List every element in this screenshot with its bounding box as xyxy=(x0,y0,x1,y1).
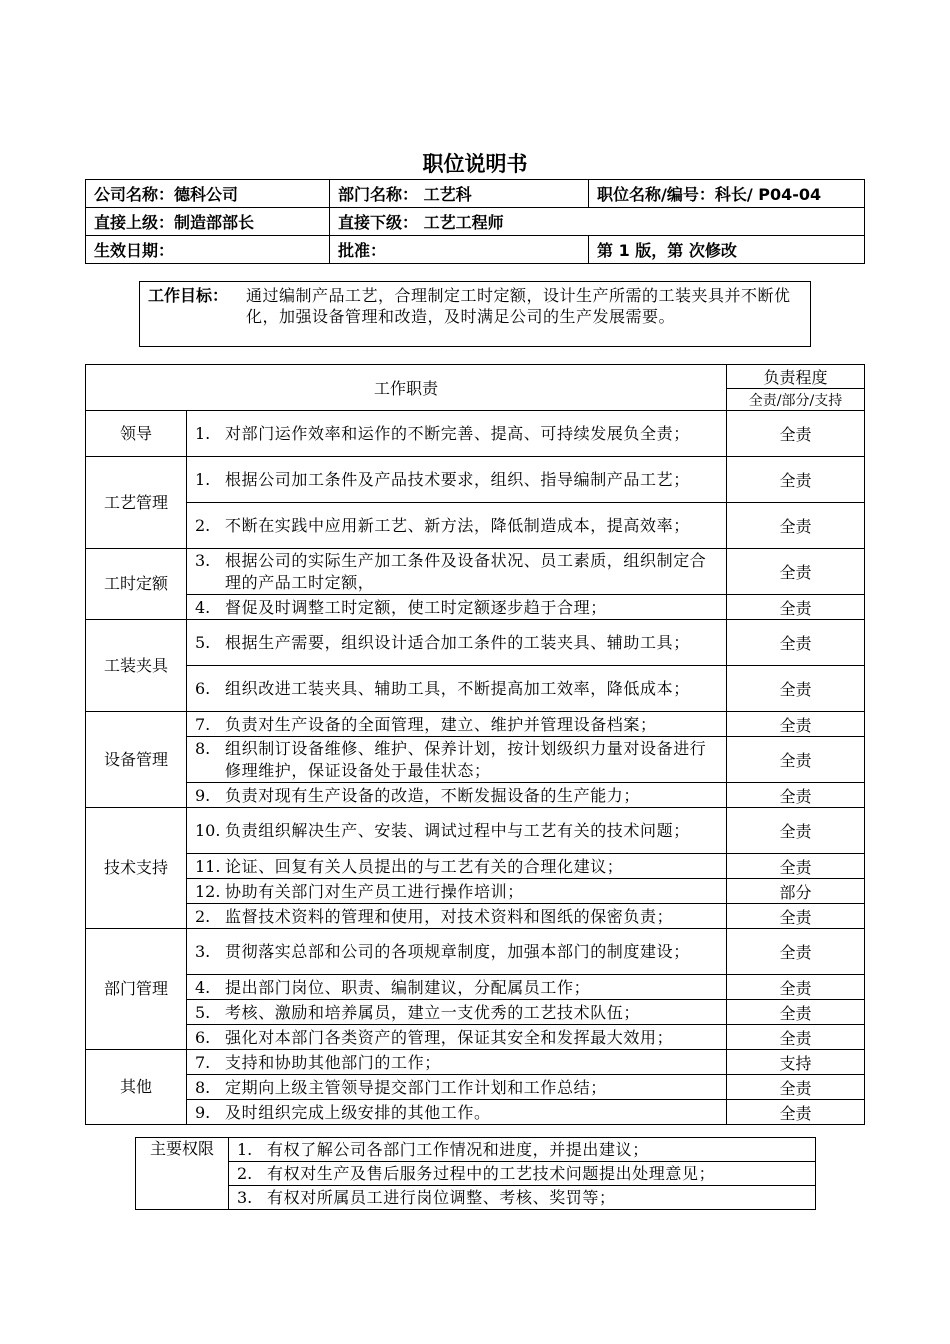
duty-item xyxy=(187,904,727,929)
level-subheader: 全责/部分/支持 xyxy=(727,389,865,411)
direct-subordinate: 直接下级： 工艺工程师 xyxy=(330,208,865,236)
duty-text: 及时组织完成上级安排的其他工作。 xyxy=(225,1103,491,1122)
duty-level: 全责 xyxy=(727,595,865,620)
duty-level: 全责 xyxy=(727,1100,865,1125)
duty-item xyxy=(187,975,727,1000)
duty-level: 全责 xyxy=(727,1025,865,1050)
duty-level: 全责 xyxy=(727,457,865,503)
duty-level: 全责 xyxy=(727,549,865,595)
duty-item xyxy=(187,854,727,879)
rights-label: 主要权限 xyxy=(136,1138,229,1210)
duty-item xyxy=(187,712,727,737)
rights-text: 有权对所属员工进行岗位调整、考核、奖罚等； xyxy=(267,1187,616,1207)
duty-number: 7. xyxy=(195,1053,211,1072)
duty-item xyxy=(187,411,727,457)
duty-number: 3. xyxy=(195,550,211,570)
duty-item xyxy=(187,549,727,595)
duty-number: 10. xyxy=(195,820,221,840)
duty-number: 11. xyxy=(195,857,221,876)
duty-item xyxy=(187,1075,727,1100)
duty-number: 9. xyxy=(195,786,211,805)
duty-item xyxy=(187,879,727,904)
duty-number: 12. xyxy=(195,882,221,901)
duty-text: 负责组织解决生产、安装、调试过程中与工艺有关的技术问题； xyxy=(225,820,690,840)
direct-superior: 直接上级：制造部部长 xyxy=(86,208,330,236)
rights-item xyxy=(229,1186,816,1210)
duty-text: 协助有关部门对生产员工进行操作培训； xyxy=(225,882,524,901)
duty-number: 3. xyxy=(195,941,211,961)
duty-number: 6. xyxy=(195,1028,211,1047)
duty-category: 技术支持 xyxy=(86,808,187,929)
duty-text: 根据公司的实际生产加工条件及设备状况、员工素质，组织制定合理的产品工时定额， xyxy=(225,550,707,592)
rights-text: 有权了解公司各部门工作情况和进度，并提出建议； xyxy=(267,1139,649,1159)
duty-level: 全责 xyxy=(727,975,865,1000)
duty-item xyxy=(187,595,727,620)
duty-level: 全责 xyxy=(727,808,865,854)
duty-level: 全责 xyxy=(727,737,865,783)
duty-text: 不断在实践中应用新工艺、新方法，降低制造成本，提高效率； xyxy=(225,515,690,535)
duty-category: 其他 xyxy=(86,1050,187,1125)
duty-text: 负责对现有生产设备的改造，不断发掘设备的生产能力； xyxy=(225,786,641,805)
duty-number: 5. xyxy=(195,1003,211,1022)
duty-item xyxy=(187,929,727,975)
info-table xyxy=(85,179,865,264)
duty-category: 领导 xyxy=(86,411,187,457)
duty-text: 根据生产需要，组织设计适合加工条件的工装夹具、辅助工具； xyxy=(225,632,690,652)
version-info: 第 1 版，第 次修改 xyxy=(589,236,865,264)
duty-number: 1. xyxy=(195,469,211,489)
duty-number: 9. xyxy=(195,1103,211,1122)
duty-item xyxy=(187,1050,727,1075)
rights-item xyxy=(229,1162,816,1186)
department-name: 部门名称： 工艺科 xyxy=(330,180,589,208)
duty-category: 设备管理 xyxy=(86,712,187,808)
duty-level: 全责 xyxy=(727,620,865,666)
work-goal-text: 通过编制产品工艺，合理制定工时定额，设计生产所需的工装夹具并不断优化，加强设备管理和改造，及时满足公司的生产发展需要。 xyxy=(246,286,791,326)
duty-item xyxy=(187,737,727,783)
approval: 批准： xyxy=(330,236,589,264)
duty-number: 2. xyxy=(195,907,211,926)
work-goal-box xyxy=(139,281,811,347)
duty-text: 根据公司加工条件及产品技术要求，组织、指导编制产品工艺； xyxy=(225,469,690,489)
duty-category: 工时定额 xyxy=(86,549,187,620)
duty-category: 部门管理 xyxy=(86,929,187,1050)
duty-text: 对部门运作效率和运作的不断完善、提高、可持续发展负全责； xyxy=(225,423,690,443)
duty-item xyxy=(187,457,727,503)
page-title: 职位说明书 xyxy=(422,152,528,176)
rights-number: 3. xyxy=(237,1187,253,1207)
duty-level: 全责 xyxy=(727,1000,865,1025)
duty-level: 全责 xyxy=(727,712,865,737)
duty-level: 全责 xyxy=(727,1075,865,1100)
duty-item xyxy=(187,783,727,808)
rights-number: 2. xyxy=(237,1163,253,1183)
duty-text: 负责对生产设备的全面管理，建立、维护并管理设备档案； xyxy=(225,715,657,734)
duty-number: 1. xyxy=(195,423,211,443)
duty-text: 论证、回复有关人员提出的与工艺有关的合理化建议； xyxy=(225,857,624,876)
effective-date: 生效日期： xyxy=(86,236,330,264)
duty-text: 督促及时调整工时定额，使工时定额逐步趋于合理； xyxy=(225,598,607,617)
duties-table xyxy=(85,364,865,1125)
duty-text: 组织改进工装夹具、辅助工具，不断提高加工效率，降低成本； xyxy=(225,678,690,698)
duty-text: 定期向上级主管领导提交部门工作计划和工作总结； xyxy=(225,1078,607,1097)
duty-number: 5. xyxy=(195,632,211,652)
duty-item xyxy=(187,620,727,666)
duty-item xyxy=(187,503,727,549)
duty-header: 工作职责 xyxy=(86,365,727,411)
duty-text: 组织制订设备维修、维护、保养计划，按计划级织力量对设备进行修理维护，保证设备处于最佳状态； xyxy=(225,738,707,780)
duty-text: 支持和协助其他部门的工作； xyxy=(225,1053,441,1072)
duty-level: 全责 xyxy=(727,503,865,549)
duty-number: 7. xyxy=(195,715,211,734)
duty-text: 监督技术资料的管理和使用，对技术资料和图纸的保密负责； xyxy=(225,907,674,926)
duty-level: 全责 xyxy=(727,904,865,929)
company-name: 公司名称：德科公司 xyxy=(86,180,330,208)
duty-number: 4. xyxy=(195,978,211,997)
duty-level: 全责 xyxy=(727,411,865,457)
duty-text: 贯彻落实总部和公司的各项规章制度，加强本部门的制度建设； xyxy=(225,941,690,961)
duty-number: 8. xyxy=(195,738,211,758)
rights-text: 有权对生产及售后服务过程中的工艺技术问题提出处理意见； xyxy=(267,1163,716,1183)
level-header: 负责程度 xyxy=(727,365,865,389)
duty-number: 4. xyxy=(195,598,211,617)
duty-number: 6. xyxy=(195,678,211,698)
rights-item xyxy=(229,1138,816,1162)
duty-number: 2. xyxy=(195,515,211,535)
duty-item xyxy=(187,1000,727,1025)
work-goal-label: 工作目标： xyxy=(148,286,229,305)
rights-table xyxy=(135,1137,816,1210)
duty-item xyxy=(187,808,727,854)
duty-level: 全责 xyxy=(727,666,865,712)
position-name: 职位名称/编号：科长/ P04-04 xyxy=(589,180,865,208)
duty-item xyxy=(187,1100,727,1125)
duty-item xyxy=(187,666,727,712)
duty-text: 考核、激励和培养属员，建立一支优秀的工艺技术队伍； xyxy=(225,1003,641,1022)
duty-text: 提出部门岗位、职责、编制建议，分配属员工作； xyxy=(225,978,591,997)
duty-level: 支持 xyxy=(727,1050,865,1075)
duty-item xyxy=(187,1025,727,1050)
rights-number: 1. xyxy=(237,1139,253,1159)
duty-level: 全责 xyxy=(727,929,865,975)
duty-level: 全责 xyxy=(727,783,865,808)
duty-text: 强化对本部门各类资产的管理，保证其安全和发挥最大效用； xyxy=(225,1028,674,1047)
duty-number: 8. xyxy=(195,1078,211,1097)
duty-category: 工艺管理 xyxy=(86,457,187,549)
duty-level: 全责 xyxy=(727,854,865,879)
duty-category: 工装夹具 xyxy=(86,620,187,712)
duty-level: 部分 xyxy=(727,879,865,904)
